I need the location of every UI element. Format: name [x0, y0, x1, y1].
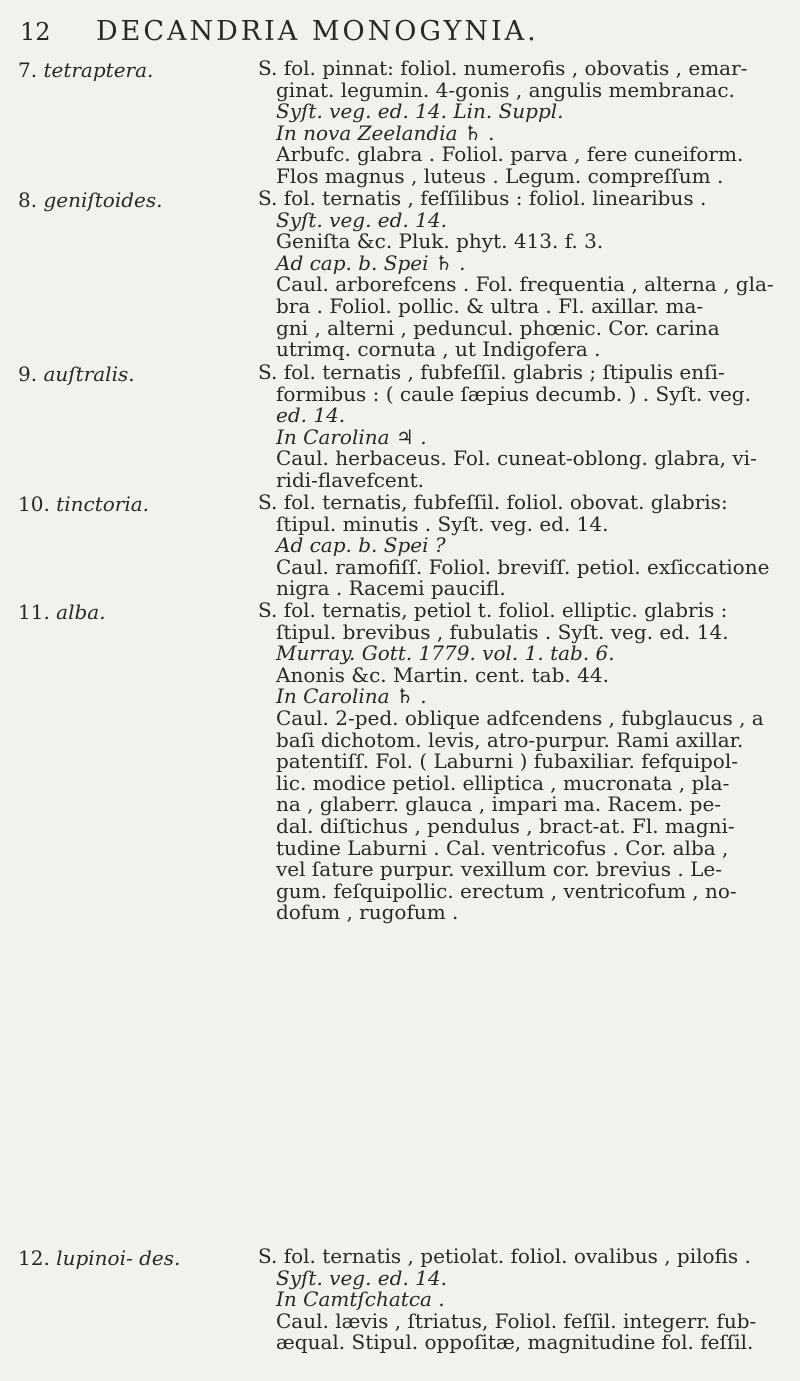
species-label — [18, 600, 106, 624]
entry-line: tudine Laburni . Cal. ventricofus . Cor. alba , — [276, 835, 729, 860]
entry-line: S. fol. ternatis , fubfeſſil. glabris ; ſtipulis enſi- — [258, 360, 725, 384]
entry-line: lic. modice petiol. elliptica , mucronata , pla- — [276, 770, 730, 795]
species-label — [18, 492, 149, 516]
species-name: alba. — [56, 600, 106, 624]
entry-line: ginat. legumin. 4-gonis , angulis membranac. — [276, 77, 735, 102]
entry-line: ſtipul. minutis . Syſt. veg. ed. 14. — [276, 511, 609, 536]
entry-line: In Carolina ♄ . — [276, 684, 427, 709]
entry-line: Syſt. veg. ed. 14. — [276, 1265, 447, 1290]
entry-line: S. fol. pinnat: foliol. numerofis , obovatis , emar- — [258, 56, 748, 80]
species-number: 12. — [18, 1246, 50, 1270]
entry-line: In Camtſchatca . — [276, 1287, 445, 1312]
entry-line: Caul. lævis , ſtriatus, Foliol. feſſil. integerr. fub- — [276, 1308, 757, 1333]
entry-line: Murray. Gott. 1779. vol. 1. tab. 6. — [276, 641, 615, 666]
entry-line: Syſt. veg. ed. 14. — [276, 207, 447, 232]
running-head: DECANDRIA MONOGYNIA. — [96, 16, 539, 47]
entry-line: Ad cap. b. Spei ? — [276, 533, 446, 558]
species-number: 8. — [18, 188, 38, 212]
species-label — [18, 1246, 248, 1270]
species-label — [18, 188, 163, 212]
species-name: geniſtoides. — [43, 188, 163, 212]
entry-line: S. fol. ternatis , feſſilibus : foliol. linearibus . — [258, 186, 707, 210]
species-name: lupinoi- des. — [56, 1246, 181, 1270]
entry-line: Flos magnus , luteus . Legum. compreſſum . — [276, 163, 724, 188]
species-number: 7. — [18, 58, 38, 82]
entry-line: utrimq. cornuta , ut Indigofera . — [276, 337, 601, 362]
entry-line: S. fol. ternatis, fubfeſſil. foliol. obovat. glabris: — [258, 490, 728, 514]
entry-line: In nova Zeelandia ♄ . — [276, 120, 495, 145]
entry-line: Caul. 2-ped. oblique adfcendens , fubglaucus , a — [276, 705, 764, 730]
page-number: 12 — [20, 18, 51, 46]
entry-line: Caul. arborefcens . Fol. frequentia , alterna , gla- — [276, 272, 774, 297]
entry-line: Syſt. veg. ed. 14. Lin. Suppl. — [276, 99, 564, 124]
entry-line: ed. 14. — [276, 403, 346, 428]
entry-line: S. fol. ternatis, petiol t. foliol. elliptic. glabris : — [258, 598, 728, 622]
species-name: tetraptera. — [43, 58, 154, 82]
entry-line: vel ſature purpur. vexillum cor. brevius . Le- — [276, 857, 723, 882]
entry-line: patentiſſ. Fol. ( Laburni ) fubaxiliar. fefquipol- — [276, 749, 738, 774]
entry-line: Ad cap. b. Spei ♄ . — [276, 250, 466, 275]
entry-line: nigra . Racemi paucifl. — [276, 576, 506, 601]
entry-line: formibus : ( caule ſæpius decumb. ) . Syſt. veg. — [276, 381, 751, 406]
entry-line: na , glaberr. glauca , impari ma. Racem. pe- — [276, 792, 722, 817]
species-number: 11. — [18, 600, 50, 624]
entry-line: ſtipul. brevibus , fubulatis . Syſt. veg. ed. 14. — [276, 619, 729, 644]
entry-line: Anonis &c. Martin. cent. tab. 44. — [276, 662, 609, 687]
entry-line: Arbufc. glabra . Foliol. parva , fere cuneiform. — [276, 142, 744, 167]
entry-line: gum. feſquipollic. erectum , ventricofum , no- — [276, 878, 737, 903]
entry-line: In Carolina ♃ . — [276, 424, 427, 449]
page-header — [0, 14, 800, 54]
entry-line: dal. diſtichus , pendulus , bract-at. Fl. magni- — [276, 813, 735, 838]
entry-line: baſi dichotom. levis, atro-purpur. Rami axillar. — [276, 727, 744, 752]
entry-line: ridi-flavefcent. — [276, 467, 425, 492]
species-name: auſtralis. — [43, 362, 135, 386]
species-name: tinctoria. — [56, 492, 150, 516]
species-label — [18, 58, 153, 82]
species-number: 10. — [18, 492, 50, 516]
entry-line: Geniſta &c. Pluk. phyt. 413. f. 3. — [276, 229, 604, 254]
entry-line: æqual. Stipul. oppoſitæ, magnitudine fol. feſſil. — [276, 1330, 754, 1355]
species-number: 9. — [18, 362, 38, 386]
entry-line: Caul. ramofiſſ. Foliol. breviſſ. petiol. exſiccatione — [276, 554, 770, 579]
species-label — [18, 362, 135, 386]
entry-line: bra . Foliol. pollic. & ultra . Fl. axillar. ma- — [276, 293, 704, 318]
entry-line: S. fol. ternatis , petiolat. foliol. ovalibus , pilofis . — [258, 1244, 751, 1268]
entry-line: Caul. herbaceus. Fol. cuneat-oblong. glabra, vi- — [276, 446, 757, 471]
entry-line: dofum , rugofum . — [276, 900, 459, 925]
entry-line: gni , alterni , peduncul. phœnic. Cor. carina — [276, 315, 720, 340]
